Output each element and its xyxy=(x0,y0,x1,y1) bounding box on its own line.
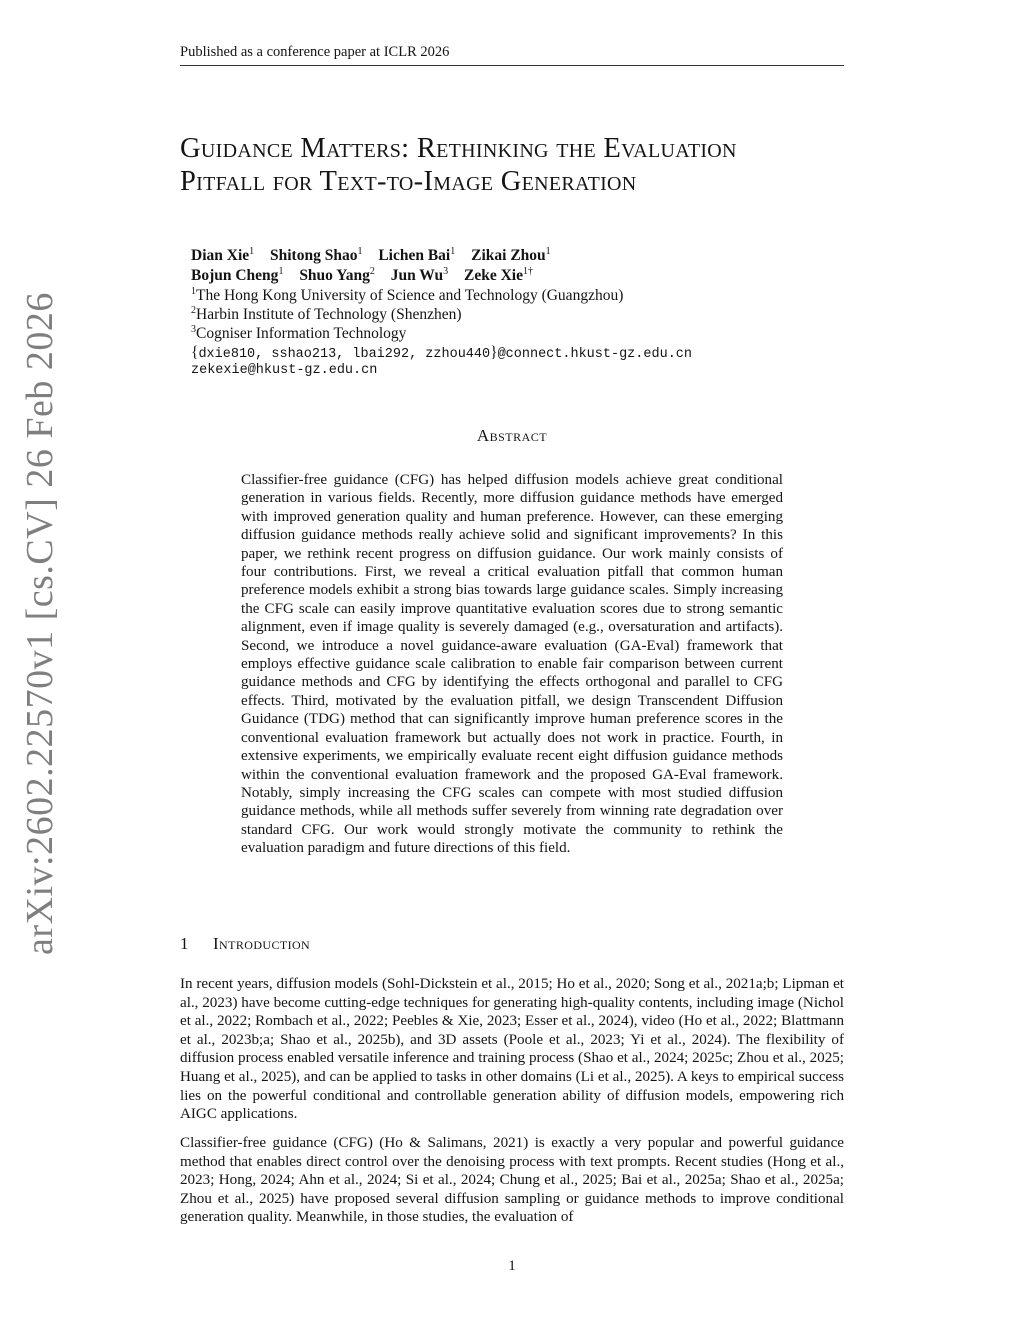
page-number: 1 xyxy=(508,1258,516,1274)
affiliation: $^1$The Hong Kong University of Science and Technology (Guangzhou) xyxy=(191,286,624,304)
arxiv-identifier-stamp: arXiv:2602.22570v1 [cs.CV] 26 Feb 2026 xyxy=(19,292,61,955)
author: Zikai Zhou$^1$ xyxy=(471,246,551,264)
affiliation: $^2$Harbin Institute of Technology (Shenzhen) xyxy=(191,305,462,323)
abstract-heading: Abstract xyxy=(476,426,548,445)
author: Shitong Shao$^1$ xyxy=(270,246,363,264)
author: Dian Xie$^1$ xyxy=(191,246,255,264)
email-line-1: {dxie810, sshao213, lbai292, zzhou440}@connect.hkust-gz.edu.cn xyxy=(191,344,692,362)
affiliation: $^3$Cogniser Information Technology xyxy=(191,324,407,342)
section-title: Introduction xyxy=(213,934,311,953)
author: Jun Wu$^3$ xyxy=(390,266,449,284)
header-rule xyxy=(180,65,844,66)
intro-paragraph-1: In recent years, diffusion models (Sohl-Dickstein et al., 2015; Ho et al., 2020; Song et al., 2021a;b; Lipman et al., 2023) have become cutting-edge techniques for generating high-quality contents, including image (Nichol et al., 2022; Rombach et al., 2022; Peebles & Xie, 2023; Esser et al., 2024), video (Ho et al., 2022; Blattmann et al., 2023b;a; Shao et al., 2025b), and 3D assets (Poole et al., 2023; Yi et al., 2024). The flexibility of diffusion process enabled versatile inference and training process (Shao et al., 2024; 2025c; Zhou et al., 2025; Huang et al., 2025), and can be applied to tasks in other domains (Li et al., 2025). A keys to empirical success lies on the powerful conditional and controllable generation ability of diffusion models, empowering rich AIGC applications. xyxy=(180,976,844,1123)
abstract-text: Classifier-free guidance (CFG) has helped diffusion models achieve great conditional generation in various fields. Recently, more diffusion guidance methods have emerged with improved generation quality and human preference. However, can these emerging diffusion guidance methods really achieve solid and significant improvements? In this paper, we rethink recent progress on diffusion guidance. Our work mainly consists of four contributions. First, we reveal a critical evaluation pitfall that common human preference models exhibit a strong bias towards large guidance scales. Simply increasing the CFG scale can easily improve quantitative evaluation scores due to strong semantic alignment, even if image quality is severely damaged (e.g., oversaturation and artifacts). Second, we introduce a novel guidance-aware evaluation (GA-Eval) framework that employs effective guidance scale calibration to enable fair comparison between current guidance methods and CFG by identifying the effects orthogonal and parallel to CFG effects. Third, motivated by the evaluation pitfall, we design Transcendent Diffusion Guidance (TDG) method that can significantly improve human preference scores in the conventional evaluation framework but actually does not work in practice. Fourth, in extensive experiments, we empirically evaluate recent eight diffusion guidance methods within the conventional evaluation framework and the proposed GA-Eval framework. Notably, simply increasing the CFG scales can compete with most studied diffusion guidance methods, while all methods suffer severely from winning rate degradation over standard CFG. Our work would strongly motivate the community to rethink the evaluation paradigm and future directions of this field. xyxy=(241,472,783,857)
email-line-2: zekexie@hkust-gz.edu.cn xyxy=(191,363,378,378)
section-number: 1 xyxy=(180,934,189,953)
running-header: Published as a conference paper at ICLR 2026 xyxy=(180,44,450,60)
author: Zeke Xie$^{1\dagger}$ xyxy=(464,266,533,284)
paper-title-line-2: Pitfall for Text-to-Image Generation xyxy=(180,166,637,197)
author-row-2 xyxy=(191,266,545,285)
intro-paragraph-2: Classifier-free guidance (CFG) (Ho & Salimans, 2021) is exactly a very popular and powerful guidance method that enables direct control over the denoising process with text prompts. Recent studies (Hong et al., 2023; Hong, 2024; Ahn et al., 2024; Si et al., 2024; Chung et al., 2025; Bai et al., 2025a; Shao et al., 2025a; Zhou et al., 2025) have proposed several diffusion sampling or guidance methods to improve conditional generation quality. Meanwhile, in those studies, the evaluation of xyxy=(180,1135,844,1226)
author-row-1 xyxy=(191,246,563,265)
author: Lichen Bai$^1$ xyxy=(378,246,456,264)
paper-title-line-1: Guidance Matters: Rethinking the Evaluation xyxy=(180,133,737,164)
author: Shuo Yang$^2$ xyxy=(299,266,375,284)
author: Bojun Cheng$^1$ xyxy=(191,266,284,284)
section-heading-introduction xyxy=(180,934,310,954)
